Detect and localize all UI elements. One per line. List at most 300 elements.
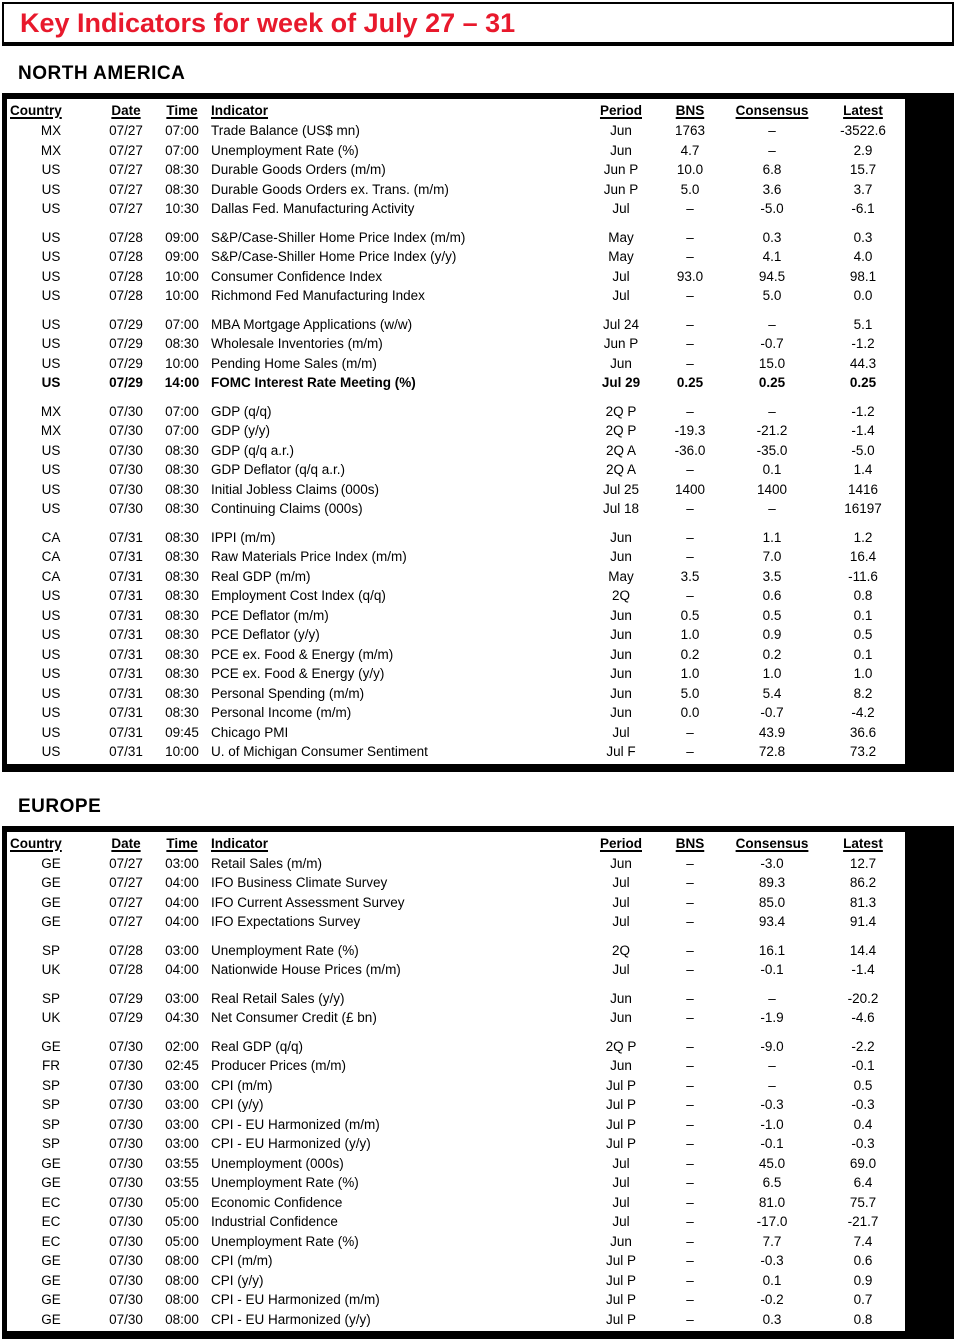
cell-time: 08:30: [157, 684, 207, 704]
cell-latest: 0.7: [821, 1290, 905, 1310]
cell-consensus: –: [723, 121, 821, 141]
cell-date: 07/30: [95, 1173, 157, 1193]
cell-time: 09:00: [157, 228, 207, 248]
cell-indicator: MBA Mortgage Applications (w/w): [207, 315, 585, 335]
cell-indicator: Initial Jobless Claims (000s): [207, 480, 585, 500]
cell-date: 07/30: [95, 441, 157, 461]
cell-period: Jun: [585, 703, 657, 723]
cell-date: 07/31: [95, 547, 157, 567]
cell-consensus: 0.3: [723, 1310, 821, 1330]
cell-time: 08:30: [157, 586, 207, 606]
cell-consensus: 81.0: [723, 1193, 821, 1213]
table-row: [7, 141, 905, 161]
cell-bns: –: [657, 354, 723, 374]
table-row: [7, 460, 905, 480]
table-row: [7, 1232, 905, 1252]
cell-date: 07/31: [95, 645, 157, 665]
cell-period: 2Q A: [585, 460, 657, 480]
cell-country: US: [7, 315, 95, 335]
cell-country: SP: [7, 1076, 95, 1096]
cell-bns: 4.7: [657, 141, 723, 161]
cell-date: 07/30: [95, 1212, 157, 1232]
cell-consensus: -0.3: [723, 1095, 821, 1115]
table-row: [7, 684, 905, 704]
cell-latest: -2.2: [821, 1037, 905, 1057]
section-heading-europe: EUROPE: [18, 796, 954, 818]
cell-consensus: -17.0: [723, 1212, 821, 1232]
cell-indicator: Net Consumer Credit (£ bn): [207, 1008, 585, 1028]
column-header-date: Date: [95, 833, 157, 854]
cell-time: 10:30: [157, 199, 207, 219]
cell-indicator: Nationwide House Prices (m/m): [207, 960, 585, 980]
cell-country: CA: [7, 547, 95, 567]
cell-latest: -11.6: [821, 567, 905, 587]
cell-period: 2Q P: [585, 402, 657, 422]
cell-consensus: 0.25: [723, 373, 821, 393]
cell-indicator: Wholesale Inventories (m/m): [207, 334, 585, 354]
cell-period: 2Q: [585, 941, 657, 961]
page-title: Key Indicators for week of July 27 – 31: [20, 8, 515, 39]
cell-date: 07/30: [95, 1271, 157, 1291]
cell-time: 10:00: [157, 742, 207, 762]
indicators-table-north-america: [2, 93, 954, 772]
cell-time: 09:00: [157, 247, 207, 267]
cell-period: Jun: [585, 1232, 657, 1252]
cell-bns: 0.5: [657, 606, 723, 626]
cell-consensus: -5.0: [723, 199, 821, 219]
column-header-indicator: Indicator: [207, 100, 585, 121]
cell-latest: 1.0: [821, 664, 905, 684]
table-row: [7, 499, 905, 519]
cell-consensus: 72.8: [723, 742, 821, 762]
cell-latest: 44.3: [821, 354, 905, 374]
cell-country: GE: [7, 854, 95, 874]
cell-consensus: 16.1: [723, 941, 821, 961]
cell-date: 07/27: [95, 121, 157, 141]
cell-indicator: Durable Goods Orders (m/m): [207, 160, 585, 180]
cell-time: 10:00: [157, 267, 207, 287]
cell-bns: -19.3: [657, 421, 723, 441]
cell-bns: –: [657, 1212, 723, 1232]
cell-indicator: Producer Prices (m/m): [207, 1056, 585, 1076]
cell-indicator: CPI - EU Harmonized (y/y): [207, 1310, 585, 1330]
cell-time: 03:55: [157, 1173, 207, 1193]
table-row: [7, 742, 905, 762]
cell-time: 08:30: [157, 703, 207, 723]
cell-consensus: –: [723, 402, 821, 422]
table-row: [7, 160, 905, 180]
cell-date: 07/30: [95, 1115, 157, 1135]
cell-country: US: [7, 499, 95, 519]
cell-bns: 1763: [657, 121, 723, 141]
cell-date: 07/27: [95, 893, 157, 913]
cell-bns: –: [657, 742, 723, 762]
cell-indicator: Retail Sales (m/m): [207, 854, 585, 874]
cell-country: US: [7, 684, 95, 704]
cell-time: 07:00: [157, 421, 207, 441]
cell-indicator: Richmond Fed Manufacturing Index: [207, 286, 585, 306]
table-row: [7, 586, 905, 606]
cell-date: 07/30: [95, 402, 157, 422]
cell-time: 08:30: [157, 480, 207, 500]
cell-indicator: FOMC Interest Rate Meeting (%): [207, 373, 585, 393]
cell-latest: 0.8: [821, 1310, 905, 1330]
cell-consensus: -21.2: [723, 421, 821, 441]
cell-latest: 0.25: [821, 373, 905, 393]
table-row: [7, 199, 905, 219]
cell-date: 07/30: [95, 421, 157, 441]
cell-date: 07/31: [95, 586, 157, 606]
cell-consensus: 0.9: [723, 625, 821, 645]
table-row: [7, 1193, 905, 1213]
cell-latest: 0.5: [821, 625, 905, 645]
cell-latest: 1.4: [821, 460, 905, 480]
cell-country: US: [7, 199, 95, 219]
cell-time: 03:00: [157, 854, 207, 874]
cell-indicator: GDP (q/q a.r.): [207, 441, 585, 461]
cell-date: 07/28: [95, 228, 157, 248]
cell-consensus: 0.6: [723, 586, 821, 606]
cell-bns: –: [657, 547, 723, 567]
cell-country: US: [7, 723, 95, 743]
cell-bns: –: [657, 912, 723, 932]
cell-consensus: 3.6: [723, 180, 821, 200]
cell-time: 04:00: [157, 960, 207, 980]
cell-bns: –: [657, 1173, 723, 1193]
cell-latest: 73.2: [821, 742, 905, 762]
cell-latest: 5.1: [821, 315, 905, 335]
cell-country: GE: [7, 1154, 95, 1174]
cell-date: 07/27: [95, 854, 157, 874]
cell-indicator: U. of Michigan Consumer Sentiment: [207, 742, 585, 762]
table-row: [7, 1115, 905, 1135]
cell-bns: 10.0: [657, 160, 723, 180]
cell-time: 02:45: [157, 1056, 207, 1076]
cell-period: Jun: [585, 989, 657, 1009]
cell-date: 07/30: [95, 1310, 157, 1330]
cell-period: Jun P: [585, 160, 657, 180]
cell-indicator: Personal Spending (m/m): [207, 684, 585, 704]
cell-period: May: [585, 567, 657, 587]
cell-consensus: -3.0: [723, 854, 821, 874]
cell-date: 07/27: [95, 141, 157, 161]
table-row: [7, 960, 905, 980]
cell-latest: 36.6: [821, 723, 905, 743]
cell-time: 05:00: [157, 1232, 207, 1252]
cell-consensus: 45.0: [723, 1154, 821, 1174]
cell-period: Jun: [585, 664, 657, 684]
cell-country: GE: [7, 1290, 95, 1310]
cell-consensus: 0.5: [723, 606, 821, 626]
cell-bns: –: [657, 960, 723, 980]
cell-latest: 0.8: [821, 586, 905, 606]
cell-time: 08:30: [157, 441, 207, 461]
table-row: [7, 180, 905, 200]
cell-period: Jul: [585, 1154, 657, 1174]
table-row: [7, 480, 905, 500]
column-header-country: Country: [7, 833, 95, 854]
section-north-america: [0, 63, 954, 772]
cell-time: 08:30: [157, 547, 207, 567]
cell-latest: 1416: [821, 480, 905, 500]
cell-consensus: -0.7: [723, 703, 821, 723]
cell-latest: 0.6: [821, 1251, 905, 1271]
cell-latest: -6.1: [821, 199, 905, 219]
column-header-latest: Latest: [821, 833, 905, 854]
table-row: [7, 121, 905, 141]
cell-bns: –: [657, 1115, 723, 1135]
cell-country: GE: [7, 1310, 95, 1330]
cell-bns: –: [657, 315, 723, 335]
cell-date: 07/27: [95, 180, 157, 200]
table-row: [7, 645, 905, 665]
cell-date: 07/30: [95, 1076, 157, 1096]
cell-country: GE: [7, 893, 95, 913]
table-row: [7, 941, 905, 961]
cell-bns: –: [657, 286, 723, 306]
cell-indicator: PCE Deflator (y/y): [207, 625, 585, 645]
cell-period: Jul 24: [585, 315, 657, 335]
cell-consensus: –: [723, 315, 821, 335]
cell-consensus: -1.9: [723, 1008, 821, 1028]
cell-date: 07/30: [95, 1290, 157, 1310]
column-header-time: Time: [157, 100, 207, 121]
cell-latest: -0.3: [821, 1134, 905, 1154]
cell-period: 2Q P: [585, 421, 657, 441]
cell-date: 07/30: [95, 499, 157, 519]
cell-period: 2Q: [585, 586, 657, 606]
cell-latest: 8.2: [821, 684, 905, 704]
cell-country: UK: [7, 1008, 95, 1028]
cell-bns: –: [657, 873, 723, 893]
indicators-table-europe: [2, 826, 954, 1339]
cell-latest: 15.7: [821, 160, 905, 180]
cell-time: 05:00: [157, 1193, 207, 1213]
cell-country: GE: [7, 912, 95, 932]
cell-bns: –: [657, 723, 723, 743]
cell-period: Jun: [585, 625, 657, 645]
cell-indicator: Raw Materials Price Index (m/m): [207, 547, 585, 567]
cell-bns: 0.2: [657, 645, 723, 665]
cell-latest: 0.9: [821, 1271, 905, 1291]
cell-bns: –: [657, 528, 723, 548]
cell-time: 08:30: [157, 334, 207, 354]
cell-time: 09:45: [157, 723, 207, 743]
cell-latest: -20.2: [821, 989, 905, 1009]
cell-time: 08:30: [157, 460, 207, 480]
cell-bns: –: [657, 1251, 723, 1271]
cell-time: 14:00: [157, 373, 207, 393]
cell-time: 03:00: [157, 1134, 207, 1154]
cell-time: 08:30: [157, 180, 207, 200]
cell-latest: -0.1: [821, 1056, 905, 1076]
cell-latest: 0.1: [821, 645, 905, 665]
cell-indicator: Durable Goods Orders ex. Trans. (m/m): [207, 180, 585, 200]
table-row: [7, 854, 905, 874]
cell-time: 08:00: [157, 1271, 207, 1291]
cell-date: 07/28: [95, 286, 157, 306]
cell-country: SP: [7, 941, 95, 961]
table-row: [7, 267, 905, 287]
table-row: [7, 1037, 905, 1057]
cell-consensus: 6.8: [723, 160, 821, 180]
cell-bns: –: [657, 228, 723, 248]
cell-indicator: Industrial Confidence: [207, 1212, 585, 1232]
cell-latest: -4.2: [821, 703, 905, 723]
table-row: [7, 528, 905, 548]
cell-period: Jun: [585, 354, 657, 374]
cell-time: 10:00: [157, 354, 207, 374]
cell-latest: 0.3: [821, 228, 905, 248]
cell-indicator: CPI (y/y): [207, 1271, 585, 1291]
cell-consensus: 1400: [723, 480, 821, 500]
cell-country: MX: [7, 402, 95, 422]
cell-country: EC: [7, 1212, 95, 1232]
cell-latest: 0.4: [821, 1115, 905, 1135]
cell-date: 07/29: [95, 315, 157, 335]
cell-country: US: [7, 664, 95, 684]
cell-time: 03:00: [157, 1076, 207, 1096]
cell-country: GE: [7, 1173, 95, 1193]
cell-consensus: –: [723, 499, 821, 519]
cell-period: Jul P: [585, 1115, 657, 1135]
cell-latest: 6.4: [821, 1173, 905, 1193]
cell-country: MX: [7, 121, 95, 141]
cell-country: SP: [7, 1134, 95, 1154]
cell-indicator: GDP Deflator (q/q a.r.): [207, 460, 585, 480]
cell-country: US: [7, 480, 95, 500]
cell-bns: –: [657, 247, 723, 267]
cell-consensus: 85.0: [723, 893, 821, 913]
table-row: [7, 989, 905, 1009]
indicators-table-north-america-body: [7, 99, 905, 764]
cell-country: SP: [7, 989, 95, 1009]
cell-date: 07/30: [95, 1232, 157, 1252]
cell-consensus: –: [723, 1056, 821, 1076]
cell-latest: -3522.6: [821, 121, 905, 141]
cell-time: 07:00: [157, 141, 207, 161]
cell-bns: –: [657, 1008, 723, 1028]
table-row: [7, 441, 905, 461]
cell-latest: 75.7: [821, 1193, 905, 1213]
column-header-country: Country: [7, 100, 95, 121]
cell-indicator: CPI - EU Harmonized (y/y): [207, 1134, 585, 1154]
cell-country: SP: [7, 1095, 95, 1115]
table-row: [7, 286, 905, 306]
cell-consensus: –: [723, 989, 821, 1009]
table-row: [7, 703, 905, 723]
cell-period: Jul: [585, 267, 657, 287]
cell-indicator: CPI - EU Harmonized (m/m): [207, 1290, 585, 1310]
cell-period: Jul: [585, 1173, 657, 1193]
cell-consensus: 15.0: [723, 354, 821, 374]
cell-time: 08:30: [157, 606, 207, 626]
cell-country: US: [7, 180, 95, 200]
cell-period: Jul P: [585, 1134, 657, 1154]
column-header-indicator: Indicator: [207, 833, 585, 854]
cell-latest: -1.4: [821, 421, 905, 441]
cell-time: 04:30: [157, 1008, 207, 1028]
cell-date: 07/30: [95, 1251, 157, 1271]
cell-latest: 0.1: [821, 606, 905, 626]
table-row: [7, 1212, 905, 1232]
cell-time: 08:00: [157, 1310, 207, 1330]
cell-period: Jun: [585, 141, 657, 161]
cell-indicator: Trade Balance (US$ mn): [207, 121, 585, 141]
cell-bns: –: [657, 1193, 723, 1213]
cell-period: Jul P: [585, 1290, 657, 1310]
cell-indicator: IFO Business Climate Survey: [207, 873, 585, 893]
cell-period: May: [585, 228, 657, 248]
cell-consensus: 5.4: [723, 684, 821, 704]
cell-date: 07/28: [95, 247, 157, 267]
cell-country: US: [7, 373, 95, 393]
cell-bns: –: [657, 1290, 723, 1310]
cell-indicator: Consumer Confidence Index: [207, 267, 585, 287]
cell-latest: -4.6: [821, 1008, 905, 1028]
cell-period: Jul: [585, 893, 657, 913]
cell-consensus: -35.0: [723, 441, 821, 461]
cell-indicator: GDP (y/y): [207, 421, 585, 441]
cell-country: US: [7, 586, 95, 606]
cell-bns: 0.25: [657, 373, 723, 393]
cell-indicator: S&P/Case-Shiller Home Price Index (y/y): [207, 247, 585, 267]
cell-bns: 1400: [657, 480, 723, 500]
cell-period: 2Q A: [585, 441, 657, 461]
cell-consensus: 43.9: [723, 723, 821, 743]
cell-date: 07/30: [95, 1056, 157, 1076]
cell-latest: 4.0: [821, 247, 905, 267]
table-row: [7, 1056, 905, 1076]
cell-bns: 1.0: [657, 625, 723, 645]
cell-time: 03:00: [157, 941, 207, 961]
cell-period: Jul: [585, 960, 657, 980]
cell-consensus: -1.0: [723, 1115, 821, 1135]
cell-indicator: PCE ex. Food & Energy (m/m): [207, 645, 585, 665]
cell-latest: -1.2: [821, 334, 905, 354]
column-header-consensus: Consensus: [723, 100, 821, 121]
cell-bns: –: [657, 1095, 723, 1115]
cell-date: 07/31: [95, 723, 157, 743]
cell-consensus: 1.0: [723, 664, 821, 684]
cell-period: Jun: [585, 606, 657, 626]
cell-period: Jul P: [585, 1251, 657, 1271]
cell-date: 07/30: [95, 1193, 157, 1213]
cell-period: Jun: [585, 854, 657, 874]
cell-consensus: 93.4: [723, 912, 821, 932]
cell-date: 07/30: [95, 1095, 157, 1115]
cell-period: Jul P: [585, 1095, 657, 1115]
cell-latest: 98.1: [821, 267, 905, 287]
cell-country: GE: [7, 1037, 95, 1057]
cell-consensus: 0.3: [723, 228, 821, 248]
cell-country: FR: [7, 1056, 95, 1076]
cell-period: Jun P: [585, 180, 657, 200]
cell-date: 07/29: [95, 989, 157, 1009]
cell-consensus: 0.2: [723, 645, 821, 665]
cell-period: Jul: [585, 912, 657, 932]
cell-indicator: IPPI (m/m): [207, 528, 585, 548]
cell-indicator: IFO Expectations Survey: [207, 912, 585, 932]
cell-latest: 69.0: [821, 1154, 905, 1174]
column-header-latest: Latest: [821, 100, 905, 121]
cell-latest: 0.0: [821, 286, 905, 306]
cell-indicator: Unemployment (000s): [207, 1154, 585, 1174]
table-row: [7, 1008, 905, 1028]
cell-date: 07/28: [95, 941, 157, 961]
cell-latest: 16197: [821, 499, 905, 519]
cell-period: Jun: [585, 684, 657, 704]
